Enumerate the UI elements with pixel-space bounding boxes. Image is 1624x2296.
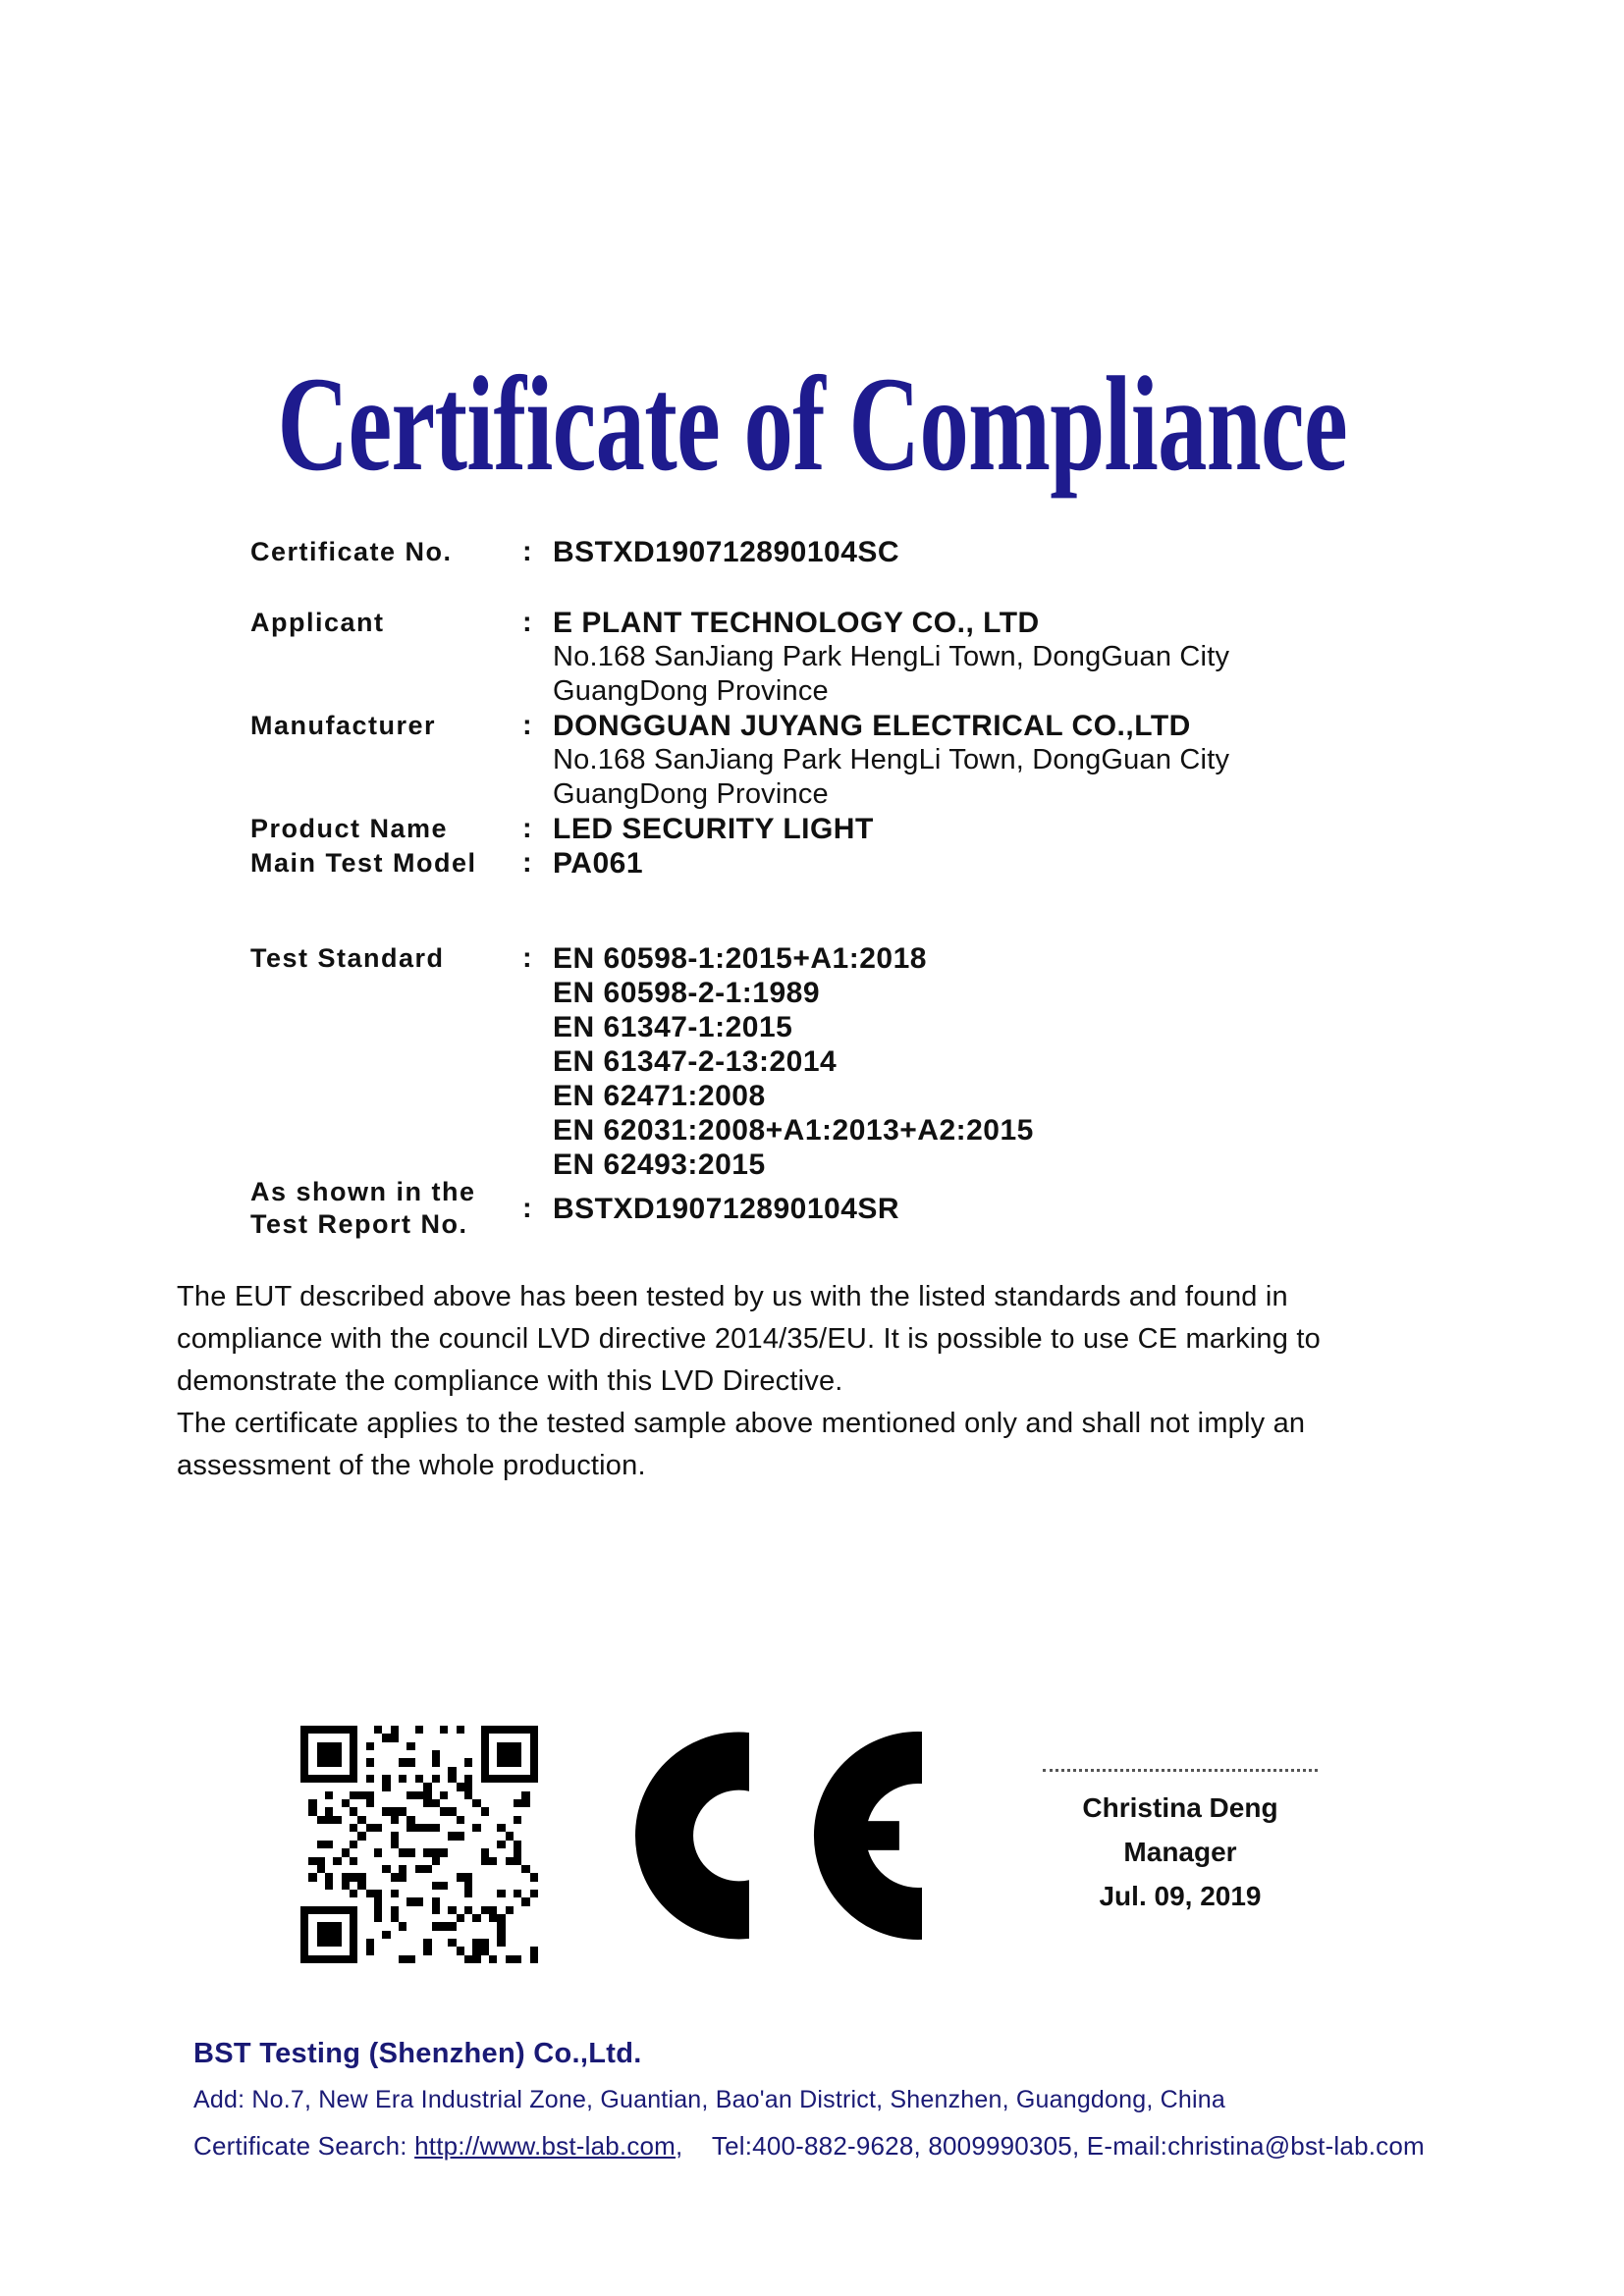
product-name-label: Product Name xyxy=(250,814,449,843)
ce-letter-c-icon xyxy=(635,1732,749,1940)
test-report-label xyxy=(250,1176,522,1241)
certificate-search-label: Certificate Search: xyxy=(193,2131,407,2161)
standard-line: EN 61347-2-13:2014 xyxy=(553,1045,838,1078)
main-test-model-label: Main Test Model xyxy=(250,848,477,878)
signature-block xyxy=(1043,1759,1318,1918)
applicant-address-line2: GuangDong Province xyxy=(553,675,829,707)
field-manufacturer xyxy=(250,709,1389,812)
qr-code xyxy=(300,1726,538,1963)
field-applicant xyxy=(250,606,1389,709)
standard-line: EN 62031:2008+A1:2013+A2:2015 xyxy=(553,1114,1034,1147)
applicant-label: Applicant xyxy=(250,608,385,637)
certificate-title xyxy=(0,348,1624,499)
lab-address: Add: No.7, New Era Industrial Zone, Guantian, Bao'an District, Shenzhen, Guangdong, China xyxy=(193,2086,1225,2113)
standard-line: EN 61347-1:2015 xyxy=(553,1011,793,1043)
field-product-name xyxy=(250,812,1389,846)
test-report-label-line1: As shown in the xyxy=(250,1177,476,1206)
product-name-value: LED SECURITY LIGHT xyxy=(553,813,874,845)
statement-paragraph-1: The EUT described above has been tested by us with the listed standards and found in compliance with the council LVD directive 2014/35/EU. It is possible to use CE marking to demonstrate the compliance with this LVD Directive. xyxy=(177,1281,1321,1397)
main-test-model-value: PA061 xyxy=(553,847,644,880)
standard-line: EN 60598-1:2015+A1:2018 xyxy=(553,942,927,975)
signer-role: Manager xyxy=(1123,1837,1237,1867)
standard-line: EN 60598-2-1:1989 xyxy=(553,977,821,1009)
test-report-label-line2: Test Report No. xyxy=(250,1209,468,1239)
certificate-no-label: Certificate No. xyxy=(250,537,453,566)
search-separator: , xyxy=(676,2131,683,2161)
standard-line: EN 62493:2015 xyxy=(553,1148,766,1181)
colon: : xyxy=(522,536,532,567)
manufacturer-address-line1: No.168 SanJiang Park HengLi Town, DongGuan City xyxy=(553,744,1230,775)
ce-mark xyxy=(635,1732,922,1940)
signature-dotted-line xyxy=(1043,1759,1318,1772)
manufacturer-address-line2: GuangDong Province xyxy=(553,778,829,810)
field-main-test-model xyxy=(250,846,1389,881)
test-standard-list xyxy=(553,941,1389,1182)
applicant-address-line1: No.168 SanJiang Park HengLi Town, DongGuan City xyxy=(553,641,1230,672)
colon: : xyxy=(522,710,532,741)
colon: : xyxy=(522,1192,532,1224)
signature-date: Jul. 09, 2019 xyxy=(1099,1881,1262,1911)
certificate-title-text: Certificate of Compliance xyxy=(277,348,1347,499)
ce-letter-e-icon xyxy=(812,1732,922,1940)
colon: : xyxy=(522,813,532,844)
standard-line: EN 62471:2008 xyxy=(553,1080,766,1112)
footer xyxy=(193,2038,1470,2162)
signer-name: Christina Deng xyxy=(1082,1792,1278,1823)
manufacturer-name: DONGGUAN JUYANG ELECTRICAL CO.,LTD xyxy=(553,710,1191,742)
lab-contact-info: Tel:400-882-9628, 8009990305, E-mail:christina@bst-lab.com xyxy=(711,2131,1425,2161)
test-report-value: BSTXD190712890104SR xyxy=(553,1192,900,1225)
manufacturer-value xyxy=(553,709,1389,812)
colon: : xyxy=(522,942,532,974)
statement-paragraph-2: The certificate applies to the tested sample above mentioned only and shall not imply an assessment of the whole production. xyxy=(177,1408,1306,1481)
field-certificate-no xyxy=(250,535,1389,569)
field-test-report xyxy=(250,1176,1389,1241)
lab-company-name: BST Testing (Shenzhen) Co.,Ltd. xyxy=(193,2038,642,2069)
applicant-value xyxy=(553,606,1389,709)
colon: : xyxy=(522,847,532,879)
certificate-no-value: BSTXD190712890104SC xyxy=(553,536,900,568)
certificate-statement xyxy=(177,1276,1438,1487)
field-test-standard xyxy=(250,941,1389,1182)
certificate-fields xyxy=(250,535,1389,1241)
colon: : xyxy=(522,607,532,638)
manufacturer-label: Manufacturer xyxy=(250,711,437,740)
certificate-search-link[interactable]: http://www.bst-lab.com xyxy=(414,2131,677,2161)
footer-contact-line xyxy=(193,2131,1470,2162)
applicant-name: E PLANT TECHNOLOGY CO., LTD xyxy=(553,607,1040,639)
test-standard-label: Test Standard xyxy=(250,943,445,973)
